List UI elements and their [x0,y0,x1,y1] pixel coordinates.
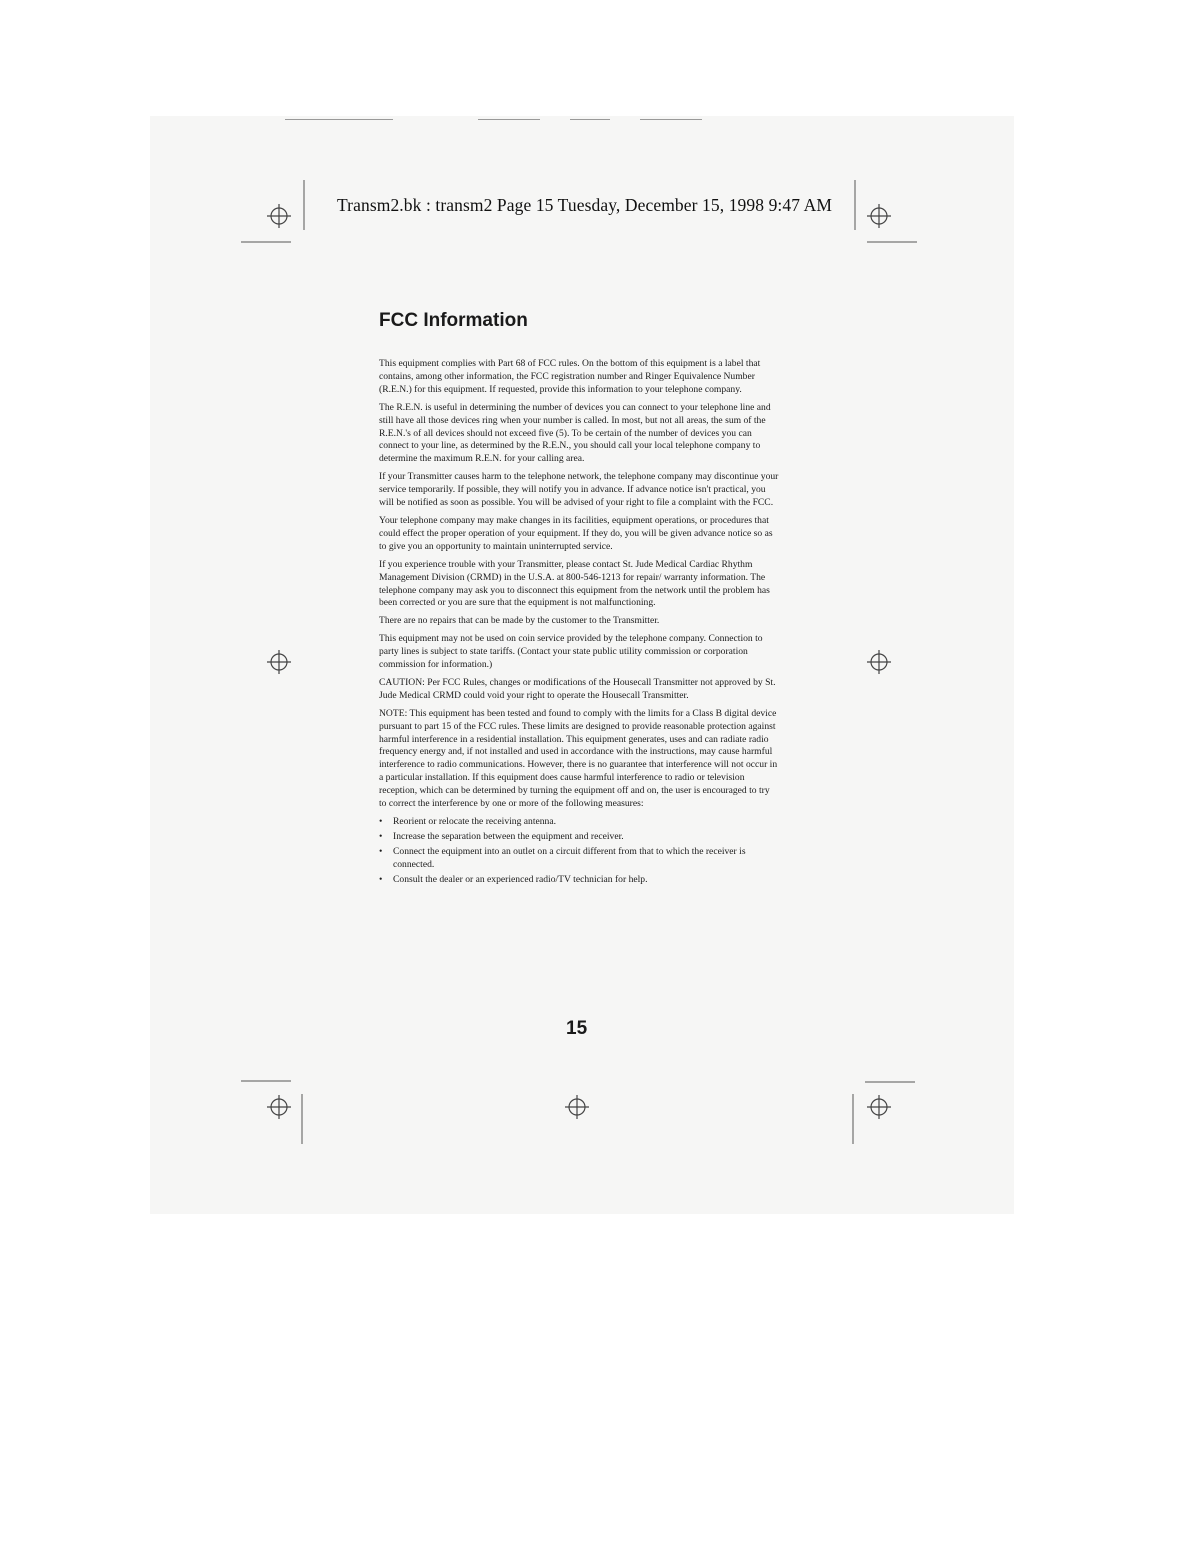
paragraph-company-changes: Your telephone company may make changes in its facilities, equipment operations, or procedures that could effect the proper operation of your equipment. If they do, you will be given advance notice so as to give you an opportunity to maintain uninterrupted service. [379,514,773,552]
list-item-text: Connect the equipment into an outlet on a circuit different from that to which the receiver is connected. [393,845,746,870]
crosshair-icon [267,650,291,674]
paragraph-part68: This equipment complies with Part 68 of FCC rules. On the bottom of this equipment is a label that contains, among other information, the FCC registration number and Ringer Equivalence Number (R.E.N.) for this equipment. If requested, provide this information to your telephone company. [379,358,761,395]
list-item [379,846,779,872]
crosshair-icon [867,1095,891,1119]
paragraph-no-repairs: There are no repairs that can be made by the customer to the Transmitter. [379,615,660,627]
bullet-icon: • [379,845,383,857]
bullet-icon: • [379,873,383,885]
paragraph-coin-service: This equipment may not be used on coin service provided by the telephone company. Connection to party lines is subject to state tariffs. (Contact your state public utility commission or corporation commission for information.) [379,633,763,671]
crosshair-icon [267,204,291,228]
bullet-icon: • [379,830,383,842]
list-item [379,831,779,844]
paragraph-trouble-contact: If you experience trouble with your Transmitter, please contact St. Jude Medical Cardiac Rhythm Management Division (CRMD) in the U.S.A. at 800-546-1213 for repair/ warranty information. The telephone company may ask you to disconnect this equipment from the network until the problem has been corrected or you are sure that the equipment is not malfunctioning. [379,558,770,609]
paragraph-note: NOTE: This equipment has been tested and found to comply with the limits for a Class B digital device pursuant to part 15 of the FCC rules. These limits are designed to provide reasonable protection against harmful interference in a residential installation. This equipment generates, uses and can radiate radio frequency energy and, if not installed and used in accordance with the instructions, may cause harmful interference to radio communications. However, there is no guarantee that interference will not occur in a particular installation. If this equipment does cause harmful interference to radio or television reception, which can be determined by turning the equipment off and on, the user is encouraged to try to correct the interference by one or more of the following measures: [379,707,778,810]
crosshair-icon [867,204,891,228]
fcc-body-text [379,358,779,889]
list-item-text: Increase the separation between the equipment and receiver. [393,830,624,842]
paragraph-network-harm: If your Transmitter causes harm to the telephone network, the telephone company may discontinue your service temporarily. If possible, they will notify you in advance. If advance notice isn't practical, you will be notified as soon as possible. You will be advised of your right to file a complaint with the FCC. [379,471,779,509]
crosshair-icon [267,1095,291,1119]
crosshair-icon [867,650,891,674]
measures-list [379,816,779,887]
page-title: FCC Information [379,310,528,331]
crosshair-icon [565,1095,589,1119]
bullet-icon: • [379,816,383,827]
list-item [379,874,779,887]
paragraph-ren: The R.E.N. is useful in determining the number of devices you can connect to your telephone line and still have all those devices ring when your number is called. In most, but not all areas, the sum of the R.E.N.'s of all devices should not exceed five (5). To be certain of the number of devices you can connect to your line, as determined by the R.E.N., you should call your local telephone company to determine the maximum R.E.N. for your calling area. [379,401,771,465]
print-slug: Transm2.bk : transm2 Page 15 Tuesday, December 15, 1998 9:47 AM [337,195,832,215]
list-item [379,816,779,829]
list-item-text: Reorient or relocate the receiving antenna. [393,816,557,827]
list-item-text: Consult the dealer or an experienced radio/TV technician for help. [393,873,648,885]
paragraph-caution: CAUTION: Per FCC Rules, changes or modifications of the Housecall Transmitter not approved by St. Jude Medical CRMD could void your right to operate the Housecall Transmitter. [379,676,776,701]
page-number: 15 [566,1018,588,1039]
